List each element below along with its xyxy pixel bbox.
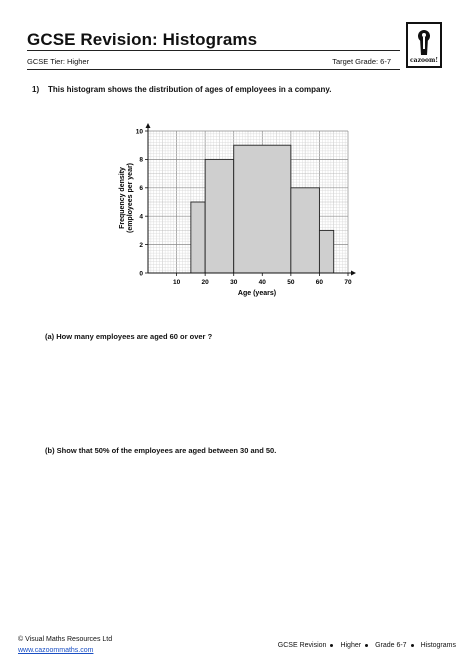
- x-tick-label: 10: [172, 279, 181, 286]
- footer-crumb: Grade 6-7: [375, 642, 407, 649]
- y-tick-label: 4: [139, 213, 143, 221]
- cazoom-logo: [406, 22, 442, 68]
- y-tick-label: 8: [139, 156, 143, 164]
- y-axis-arrow: [146, 123, 151, 128]
- bullet-icon: [365, 644, 368, 647]
- question-1: [32, 85, 331, 94]
- subheader-divider: [27, 69, 400, 70]
- x-tick-label: 50: [287, 279, 295, 286]
- page-title: GCSE Revision: Histograms: [27, 30, 258, 49]
- x-tick-label: 70: [344, 279, 352, 286]
- subquestion-b: (b) Show that 50% of the employees are aged between 30 and 50.: [45, 446, 277, 455]
- y-tick-label: 0: [139, 270, 143, 278]
- logo-text: cazoom!: [410, 57, 438, 64]
- footer-left: [18, 634, 112, 656]
- footer-crumb: Higher: [340, 642, 362, 649]
- y-tick-label: 10: [135, 128, 143, 136]
- y-tick-label: 6: [139, 185, 143, 193]
- copyright-text: © Visual Maths Resources Ltd: [18, 636, 113, 643]
- footer-crumb: Histograms: [420, 642, 456, 649]
- bullet-icon: [411, 644, 414, 647]
- x-tick-label: 20: [201, 279, 209, 286]
- x-tick-label: 60: [315, 279, 324, 286]
- bullet-icon: [330, 644, 333, 647]
- y-axis-label-line1: Frequency density: [119, 167, 126, 229]
- histogram-bar: [234, 145, 291, 273]
- histogram-bar: [191, 202, 205, 273]
- footer-breadcrumb: [275, 642, 456, 649]
- target-grade-label: Target Grade: 6-7: [332, 57, 391, 66]
- histogram-bar: [205, 159, 234, 273]
- footer-crumb: GCSE Revision: [277, 642, 327, 649]
- question-text: This histogram shows the distribution of ages of employees in a company.: [48, 85, 332, 94]
- website-link[interactable]: www.cazoommaths.com: [18, 647, 94, 654]
- x-axis-label: Age (years): [237, 290, 277, 297]
- histogram-svg: [100, 118, 360, 303]
- x-tick-label: 40: [258, 279, 266, 286]
- histogram-bar: [291, 188, 320, 273]
- tier-label: GCSE Tier: Higher: [27, 57, 90, 66]
- subquestion-a: (a) How many employees are aged 60 or over ?: [45, 332, 213, 341]
- header-divider: [27, 50, 400, 51]
- x-tick-label: 30: [230, 279, 238, 286]
- keyhole-icon: [415, 29, 433, 57]
- histogram-chart: [100, 118, 360, 308]
- x-axis-arrow: [351, 271, 356, 276]
- y-tick-label: 2: [139, 241, 143, 249]
- chart-bars: [191, 145, 334, 273]
- question-number: 1): [32, 85, 40, 94]
- y-axis-label-line2: (employees per year): [127, 162, 134, 234]
- histogram-bar: [319, 230, 333, 273]
